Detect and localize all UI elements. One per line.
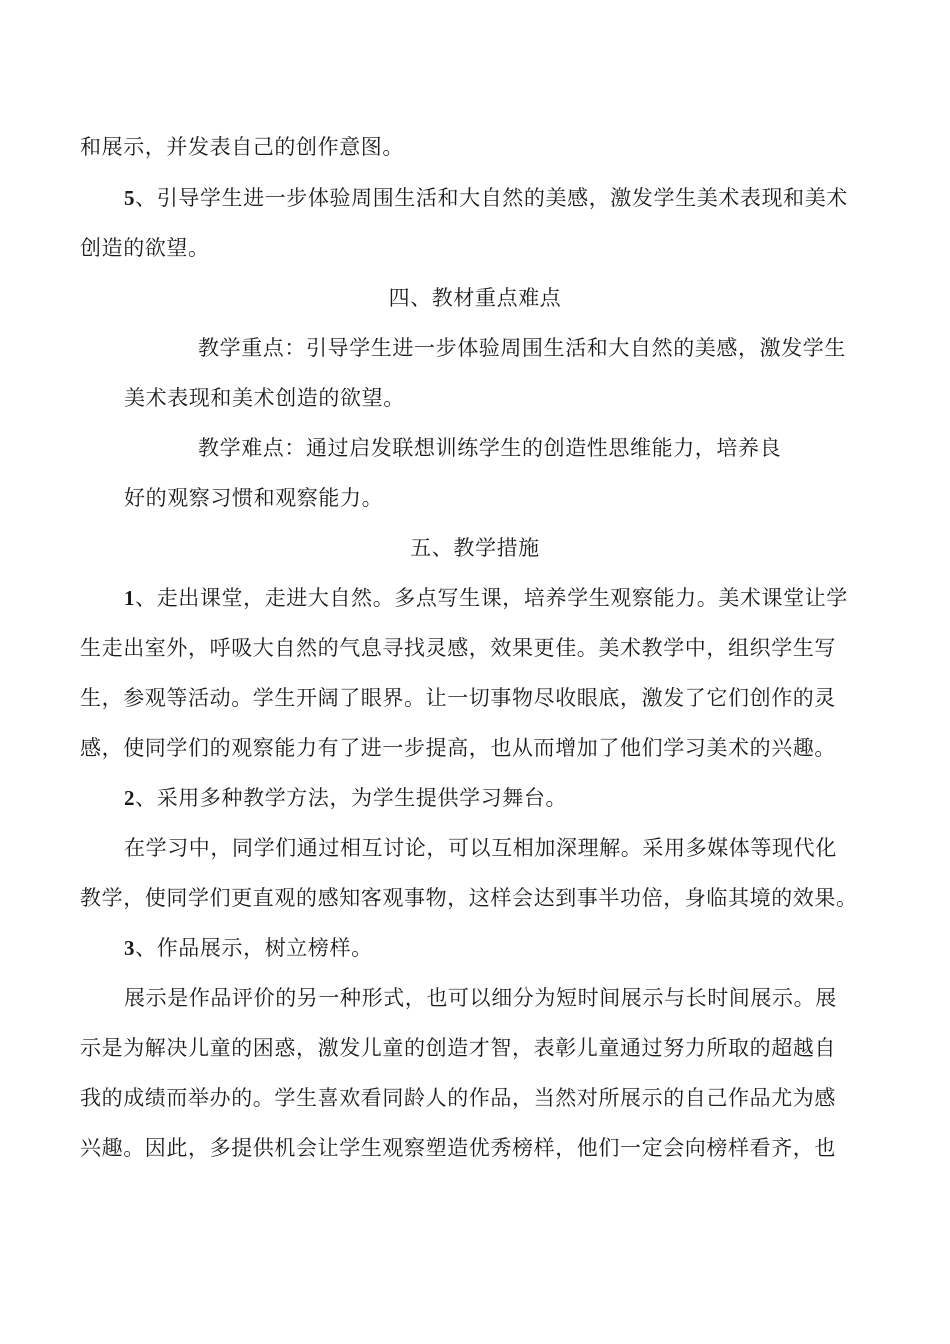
paragraph-line: 示是为解决儿童的困惑，激发儿童的创造才智，表彰儿童通过努力所取的超越自: [80, 1036, 836, 1060]
section-heading-4: 四、教材重点难点: [388, 286, 562, 310]
teaching-focus: 教学重点：引导学生进一步体验周围生活和大自然的美感，激发学生: [198, 336, 846, 360]
teaching-difficulty: 教学难点：通过启发联想训练学生的创造性思维能力，培养良: [198, 436, 782, 460]
list-item-3: [124, 933, 373, 963]
paragraph-line: 美术表现和美术创造的欲望。: [124, 386, 405, 410]
section-heading-5: 五、教学措施: [410, 536, 540, 560]
paragraph-line: 在学习中，同学们通过相互讨论，可以互相加深理解。采用多媒体等现代化: [124, 836, 837, 860]
list-item-text: 、作品展示，树立榜样。: [135, 936, 373, 960]
list-item-2: [124, 783, 567, 813]
list-number: 2: [124, 786, 136, 810]
list-number: 1: [124, 586, 136, 610]
paragraph-line: 我的成绩而举办的。学生喜欢看同龄人的作品，当然对所展示的自己作品尤为感: [80, 1086, 836, 1110]
list-item-text: 、引导学生进一步体验周围生活和大自然的美感，激发学生美术表现和美术: [135, 186, 848, 210]
list-number: 3: [124, 936, 136, 960]
paragraph-line: 好的观察习惯和观察能力。: [124, 486, 384, 510]
list-number: 5: [124, 186, 136, 210]
paragraph-line: 展示是作品评价的另一种形式，也可以细分为短时间展示与长时间展示。展: [124, 986, 837, 1010]
paragraph-line: 生，参观等活动。学生开阔了眼界。让一切事物尽收眼底，激发了它们创作的灵: [80, 686, 836, 710]
list-item-5: [124, 183, 848, 213]
paragraph-line: 兴趣。因此，多提供机会让学生观察塑造优秀榜样，他们一定会向榜样看齐，也: [80, 1136, 836, 1160]
list-item-1: [124, 583, 848, 613]
paragraph-line: 感，使同学们的观察能力有了进一步提高，也从而增加了他们学习美术的兴趣。: [80, 736, 836, 760]
paragraph-line: 教学，使同学们更直观的感知客观事物，这样会达到事半功倍，身临其境的效果。: [80, 886, 858, 910]
paragraph-line: 和展示，并发表自己的创作意图。: [80, 135, 404, 159]
list-item-text: 、采用多种教学方法，为学生提供学习舞台。: [135, 786, 568, 810]
list-item-text: 、走出课堂，走进大自然。多点写生课，培养学生观察能力。美术课堂让学: [135, 586, 848, 610]
paragraph-line: 生走出室外，呼吸大自然的气息寻找灵感，效果更佳。美术教学中，组织学生写: [80, 636, 836, 660]
paragraph-line: 创造的欲望。: [80, 236, 210, 260]
